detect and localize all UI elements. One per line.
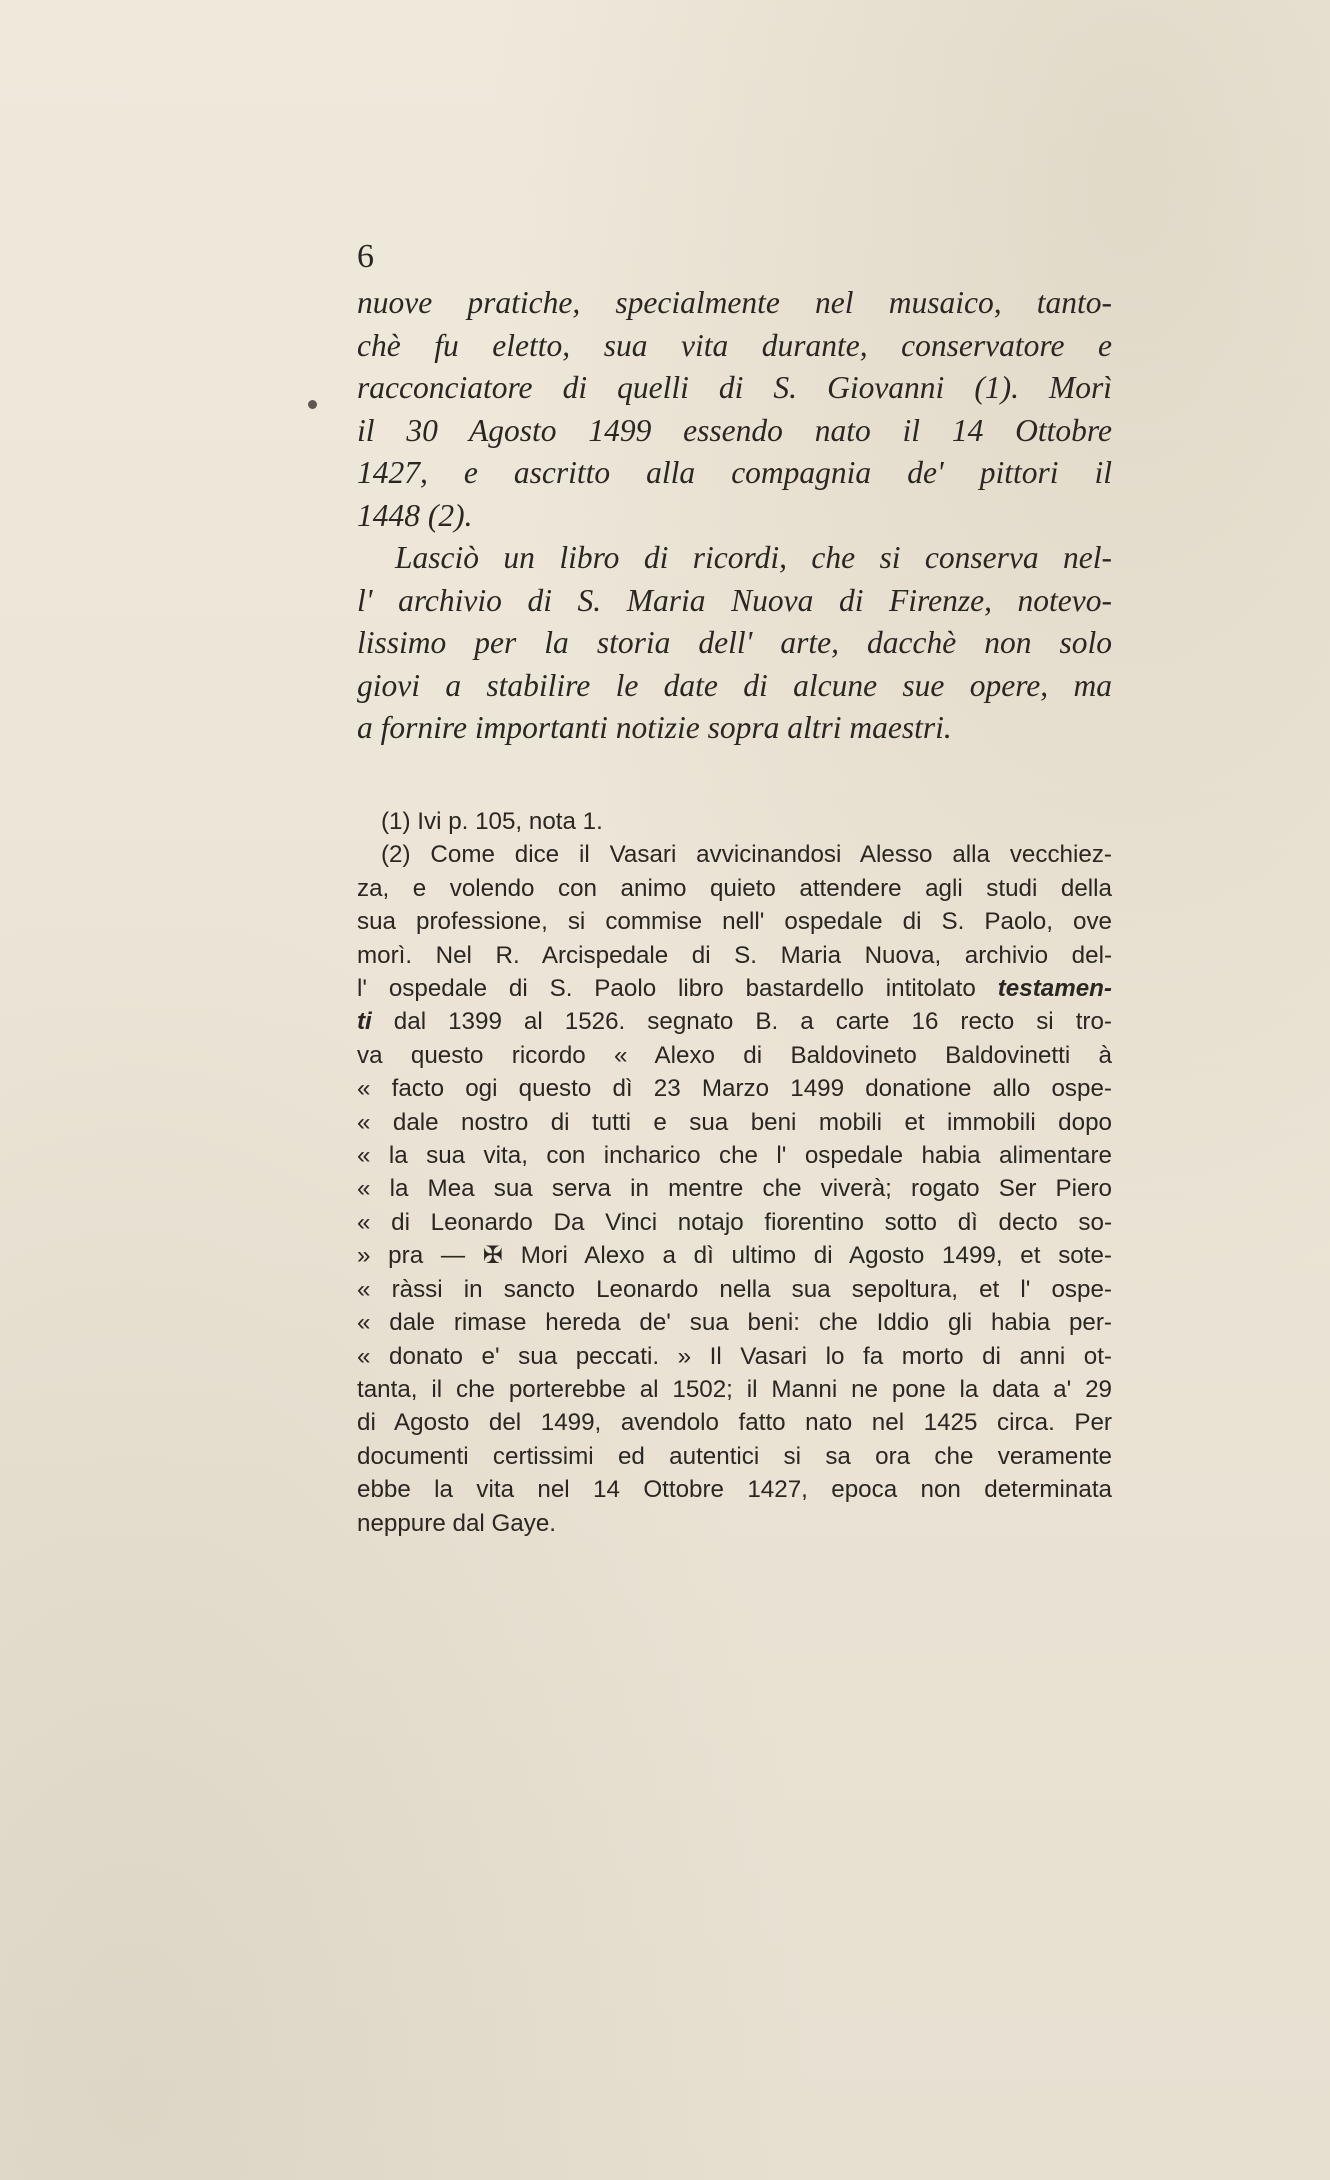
footnote-line: ebbe la vita nel 14 Ottobre 1427, epoca non determinata [357,1476,1112,1504]
footnotes [357,805,1112,1540]
main-line: il 30 Agosto 1499 essendo nato il 14 Ottobre [357,412,1112,448]
footnote-line: documenti certissimi ed autentici si sa ora che veramente [357,1442,1112,1470]
main-line: chè fu eletto, sua vita durante, conservatore e [357,327,1112,363]
footnote-line: « facto ogi questo dì 23 Marzo 1499 donatione allo ospe- [357,1075,1112,1103]
footnote-line: « dale nostro di tutti e sua beni mobili et immobili dopo [357,1108,1112,1136]
main-text [357,282,1112,750]
footnote-line: neppure dal Gaye. [357,1509,557,1537]
footnote-line: morì. Nel R. Arcispedale di S. Maria Nuova, archivio del- [357,941,1112,969]
footnote-line: « ràssi in sancto Leonardo nella sua sepoltura, et l' ospe- [357,1275,1112,1303]
main-line: a fornire importanti notizie sopra altri maestri. [357,710,952,745]
main-line: giovi a stabilire le date di alcune sue opere, ma [357,667,1112,703]
main-line: Lasciò un libro di ricordi, che si conserva nel- [395,540,1112,575]
footnote-line: tanta, il che porterebbe al 1502; il Manni ne pone la data a' 29 [357,1375,1112,1403]
main-line: racconciatore di quelli di S. Giovanni (1). Morì [357,370,1112,405]
page-number: 6 [357,238,374,275]
footnote-italic: testamen- [997,975,1112,1003]
main-line: 1448 (2). [357,497,473,533]
main-line: nuove pratiche, specialmente nel musaico, tanto- [357,285,1112,320]
footnote-line: sua professione, si commise nell' ospedale di S. Paolo, ove [357,908,1112,936]
footnote-italic: ti [357,1008,372,1036]
footnote-line: va questo ricordo « Alexo di Baldovineto Baldovinetti à [357,1041,1112,1069]
footnote-line: « di Leonardo Da Vinci notajo fiorentino sotto dì decto so- [357,1208,1112,1236]
footnote-line: » pra — ✠ Mori Alexo a dì ultimo di Agosto 1499, et sote- [357,1242,1112,1270]
footnote-text: l' ospedale di S. Paolo libro bastardello intitolato [357,975,976,1003]
footnote-line [357,1005,1112,1038]
footnote-1: (1) Ivi p. 105, nota 1. [381,808,603,835]
main-line: l' archivio di S. Maria Nuova di Firenze, notevo- [357,582,1112,618]
main-line: lissimo per la storia dell' arte, dacchè non solo [357,625,1112,660]
ink-spot [308,400,317,409]
footnote-line: di Agosto del 1499, avendolo fatto nato nel 1425 circa. Per [357,1409,1112,1437]
footnote-line: (2) Come dice il Vasari avvicinandosi Alesso alla vecchiez- [381,841,1112,869]
footnote-line: « donato e' sua peccati. » Il Vasari lo fa morto di anni ot- [357,1342,1112,1370]
footnote-line [357,972,1112,1005]
footnote-text: dal 1399 al 1526. segnato B. a carte 16 recto si tro- [393,1008,1112,1036]
footnote-line: « dale rimase hereda de' sua beni: che Iddio gli habia per- [357,1309,1112,1337]
footnote-line: za, e volendo con animo quieto attendere agli studi della [357,874,1112,902]
footnote-line: « la sua vita, con incharico che l' ospedale habia alimentare [357,1142,1112,1170]
footnote-line: « la Mea sua serva in mentre che viverà; rogato Ser Piero [357,1175,1112,1203]
main-line: 1427, e ascritto alla compagnia de' pittori il [357,455,1112,490]
